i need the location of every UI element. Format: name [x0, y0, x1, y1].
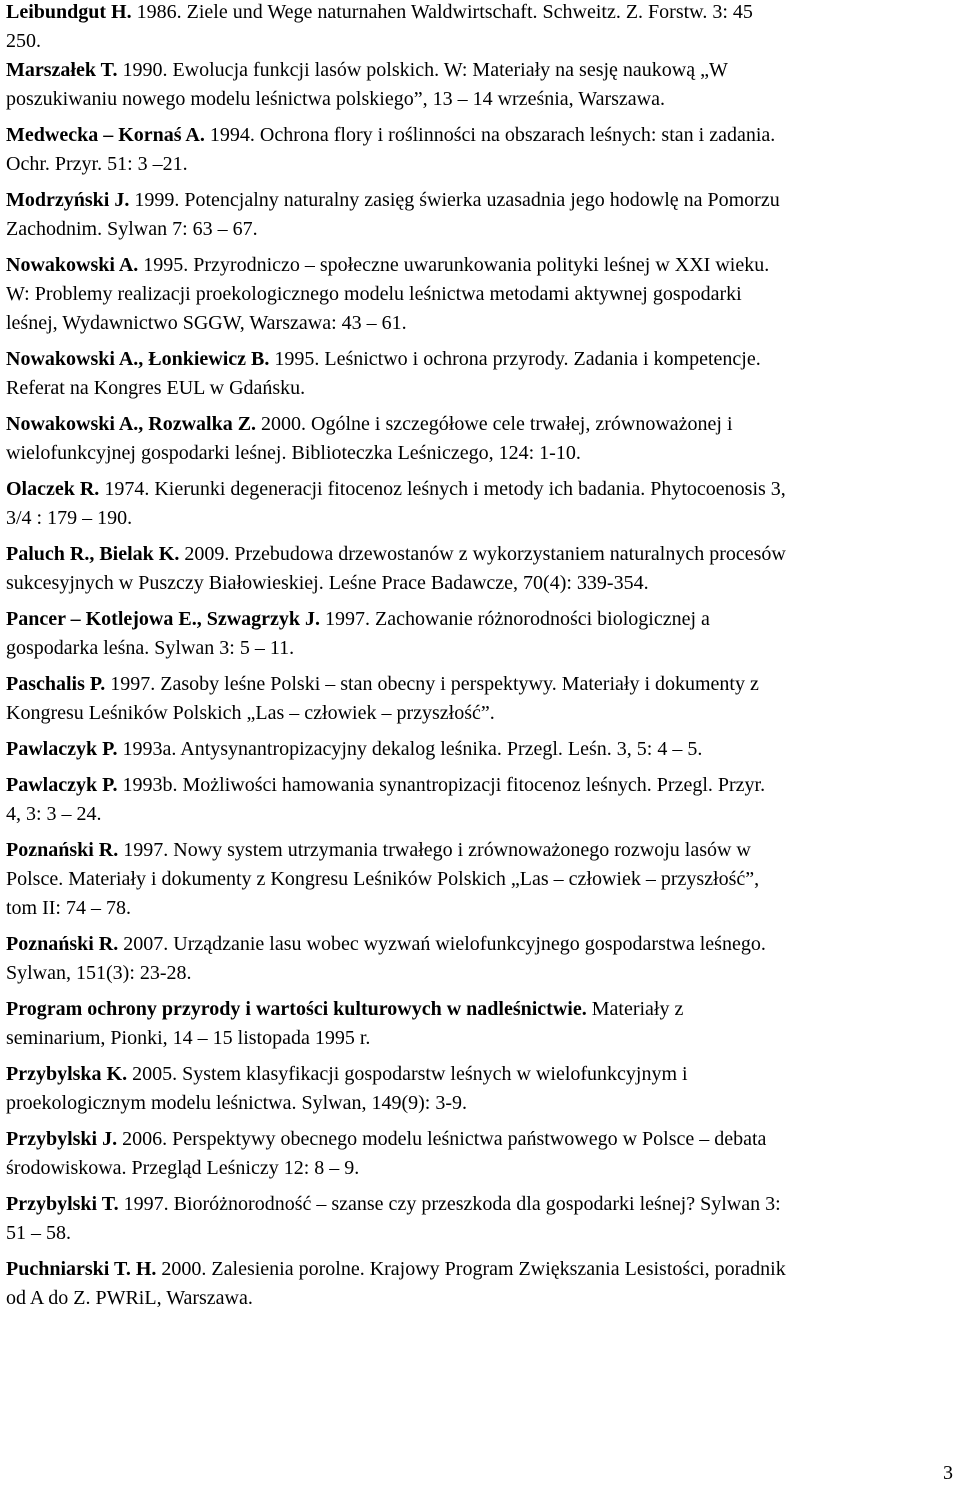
- bibliography-entry: [6, 1190, 956, 1248]
- entry-text: 2007. Urządzanie lasu wobec wyzwań wielofunkcyjnego gospodarstwa leśnego. Sylwan, 151(3): 23-28.: [6, 933, 766, 984]
- bibliography-entry: [6, 1060, 956, 1118]
- bibliography-entry: [6, 836, 956, 923]
- entry-author: Nowakowski A., Rozwalka Z.: [6, 413, 257, 435]
- entry-author: Pawlaczyk P.: [6, 738, 118, 760]
- entry-author: Poznański R.: [6, 839, 119, 861]
- entry-text: 1995. Przyrodniczo – społeczne uwarunkowania polityki leśnej w XXI wieku. W: Problemy realizacji proekologicznego modelu leśnictwa metodami aktywnej gospodarki leśnej, Wydawnictwo SGGW, Warszawa: 43 – 61.: [6, 254, 770, 334]
- entry-text: 1993a. Antysynantropizacyjny dekalog leśnika. Przegl. Leśn. 3, 5: 4 – 5.: [117, 738, 703, 760]
- entry-author: Puchniarski T. H.: [6, 1258, 157, 1280]
- entry-text: 1999. Potencjalny naturalny zasięg świerka uzasadnia jego hodowlę na Pomorzu Zachodnim. Sylwan 7: 63 – 67.: [6, 189, 780, 240]
- entry-author: Modrzyński J.: [6, 189, 130, 211]
- bibliography-entry: [6, 670, 956, 728]
- entry-text: 1990. Ewolucja funkcji lasów polskich. W: Materiały na sesję naukową „W poszukiwaniu nowego modelu leśnictwa polskiego”, 13 – 14 września, Warszawa.: [6, 59, 728, 110]
- entry-text: 1997. Bioróżnorodność – szanse czy przeszkoda dla gospodarki leśnej? Sylwan 3: 51 – 58.: [6, 1193, 781, 1244]
- bibliography-entry: [6, 121, 956, 179]
- bibliography-entry: [6, 56, 956, 114]
- bibliography-entry: [6, 995, 956, 1053]
- entry-author: Paschalis P.: [6, 673, 106, 695]
- entry-author: Leibundgut H.: [6, 1, 132, 23]
- page-number: 3: [943, 1462, 953, 1484]
- entry-author: Nowakowski A.: [6, 254, 139, 276]
- entry-author: Pancer – Kotlejowa E., Szwagrzyk J.: [6, 608, 321, 630]
- entry-author: Nowakowski A., Łonkiewicz B.: [6, 348, 270, 370]
- entry-text: 1986. Ziele und Wege naturnahen Waldwirtschaft. Schweitz. Z. Forstw. 3: 45 250.: [6, 1, 753, 52]
- entry-text: 1997. Zasoby leśne Polski – stan obecny i perspektywy. Materiały i dokumenty z Kongresu Leśników Polskich „Las – człowiek – przyszłość”.: [6, 673, 759, 724]
- entry-text: 1974. Kierunki degeneracji fitocenoz leśnych i metody ich badania. Phytocoenosis 3, 3/4 : 179 – 190.: [6, 478, 786, 529]
- bibliography-entry: [6, 930, 956, 988]
- entry-author: Program ochrony przyrody i wartości kulturowych w nadleśnictwie.: [6, 998, 587, 1020]
- entry-text: 2009. Przebudowa drzewostanów z wykorzystaniem naturalnych procesów sukcesyjnych w Puszczy Białowieskiej. Leśne Prace Badawcze, 70(4): 339-354.: [6, 543, 786, 594]
- bibliography-list: [6, 0, 956, 1320]
- bibliography-entry: [6, 0, 956, 56]
- entry-author: Marszałek T.: [6, 59, 118, 81]
- entry-text: 2000. Zalesienia porolne. Krajowy Program Zwiększania Lesistości, poradnik od A do Z. PWRiL, Warszawa.: [6, 1258, 786, 1309]
- bibliography-entry: [6, 735, 956, 764]
- entry-author: Pawlaczyk P.: [6, 774, 118, 796]
- entry-author: Przybylski T.: [6, 1193, 119, 1215]
- entry-text: 2006. Perspektywy obecnego modelu leśnictwa państwowego w Polsce – debata środowiskowa. Przegląd Leśniczy 12: 8 – 9.: [6, 1128, 767, 1179]
- entry-text: Materiały z seminarium, Pionki, 14 – 15 listopada 1995 r.: [6, 998, 684, 1049]
- bibliography-entry: [6, 345, 956, 403]
- bibliography-entry: [6, 771, 956, 829]
- entry-text: 1997. Zachowanie różnorodności biologicznej a gospodarka leśna. Sylwan 3: 5 – 11.: [6, 608, 710, 659]
- entry-text: 2000. Ogólne i szczegółowe cele trwałej, zrównoważonej i wielofunkcyjnej gospodarki leśnej. Biblioteczka Leśniczego, 124: 1-10.: [6, 413, 733, 464]
- bibliography-entry: [6, 1125, 956, 1183]
- entry-author: Medwecka – Kornaś A.: [6, 124, 205, 146]
- entry-text: 1997. Nowy system utrzymania trwałego i zrównoważonego rozwoju lasów w Polsce. Materiały i dokumenty z Kongresu Leśników Polskich „Las – człowiek – przyszłość”, tom II: 74 – 78.: [6, 839, 760, 919]
- entry-author: Przybylska K.: [6, 1063, 128, 1085]
- bibliography-entry: [6, 186, 956, 244]
- entry-author: Poznański R.: [6, 933, 119, 955]
- entry-author: Przybylski J.: [6, 1128, 118, 1150]
- entry-author: Paluch R., Bielak K.: [6, 543, 180, 565]
- bibliography-entry: [6, 410, 956, 468]
- entry-text: 1995. Leśnictwo i ochrona przyrody. Zadania i kompetencje. Referat na Kongres EUL w Gdańsku.: [6, 348, 761, 399]
- bibliography-entry: [6, 251, 956, 338]
- entry-text: 1993b. Możliwości hamowania synantropizacji fitocenoz leśnych. Przegl. Przyr. 4, 3: 3 – 24.: [6, 774, 766, 825]
- bibliography-entry: [6, 475, 956, 533]
- entry-text: 2005. System klasyfikacji gospodarstw leśnych w wielofunkcyjnym i proekologicznym modelu leśnictwa. Sylwan, 149(9): 3-9.: [6, 1063, 688, 1114]
- entry-text: 1994. Ochrona flory i roślinności na obszarach leśnych: stan i zadania. Ochr. Przyr. 51: 3 –21.: [6, 124, 776, 175]
- bibliography-entry: [6, 540, 956, 598]
- entry-author: Olaczek R.: [6, 478, 100, 500]
- bibliography-entry: [6, 1255, 956, 1313]
- bibliography-entry: [6, 605, 956, 663]
